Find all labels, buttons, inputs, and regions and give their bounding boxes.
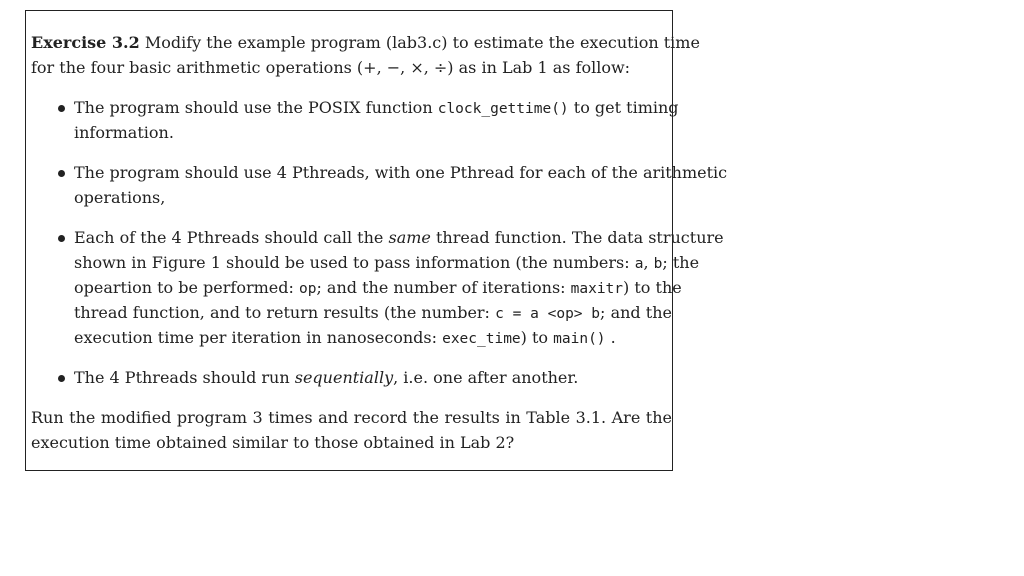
separator: , xyxy=(643,253,649,272)
bullet-3-text: execution time per iteration in nanoseconds: xyxy=(74,328,437,347)
code-expression: c = a <op> b xyxy=(495,306,601,322)
bullet-3-line-2 xyxy=(74,253,700,274)
bullet-3-text: ; and the number of iterations: xyxy=(316,278,566,297)
bullet-dot xyxy=(58,105,65,112)
code-op: op xyxy=(298,281,317,297)
code-main: main() xyxy=(553,331,606,347)
emphasis-sequentially: sequentially xyxy=(294,368,394,387)
bullet-dot xyxy=(58,235,65,242)
bullet-3-text: Each of the 4 Pthreads should call the xyxy=(74,228,384,247)
code-maxitr: maxitr xyxy=(570,281,624,297)
bullet-dot xyxy=(58,170,65,177)
code-exec-time: exec_time xyxy=(442,331,521,347)
emphasis-same: same xyxy=(388,228,431,247)
bullet-4-text-end: , i.e. one after another. xyxy=(393,368,579,387)
bullet-3-line-5 xyxy=(74,328,616,349)
bullet-3-text: opeartion to be performed: xyxy=(74,278,294,297)
exercise-label: Exercise 3.2 xyxy=(31,33,140,52)
exercise-intro-text-1: Modify the example program (lab3.c) to estimate the execution time xyxy=(144,33,700,52)
bullet-3-text: shown in Figure 1 should be used to pass information (the numbers: xyxy=(74,253,630,272)
closing-line-1: Run the modified program 3 times and record the results in Table 3.1. Are the xyxy=(31,408,672,427)
code-a: a xyxy=(634,256,644,272)
bullet-3-line-1 xyxy=(74,228,724,248)
bullet-3-text: thread function, and to return results (the number: xyxy=(74,303,490,322)
bullet-3-text: ) to the xyxy=(623,278,682,297)
bullet-3-text: ; the xyxy=(662,253,700,272)
bullet-3-text: ) to xyxy=(520,328,549,347)
bullet-4-text: The 4 Pthreads should run xyxy=(74,368,290,387)
exercise-intro-line-2: for the four basic arithmetic operations (+, −, ×, ÷) as in Lab 1 as follow: xyxy=(31,58,631,77)
bullet-1-line-2: information. xyxy=(74,123,174,142)
period: . xyxy=(610,328,616,347)
bullet-1-line-1 xyxy=(74,98,679,119)
bullet-1-text-end: to get timing xyxy=(573,98,679,117)
code-clock-gettime: clock_gettime() xyxy=(437,101,569,117)
bullet-3-line-3 xyxy=(74,278,682,299)
closing-line-2: execution time obtained similar to those obtained in Lab 2? xyxy=(31,433,515,452)
exercise-box xyxy=(25,10,728,471)
bullet-1-text: The program should use the POSIX function xyxy=(74,98,433,117)
bullet-3-line-4 xyxy=(74,303,672,324)
exercise-intro-line-1 xyxy=(31,33,700,53)
bullet-2-line-2: operations, xyxy=(74,188,166,207)
bullet-3-text: ; and the xyxy=(600,303,672,322)
bullet-dot xyxy=(58,375,65,382)
bullet-2-line-1: The program should use 4 Pthreads, with one Pthread for each of the arithmetic xyxy=(74,163,728,182)
bullet-3-text-end: thread function. The data structure xyxy=(435,228,724,247)
code-b: b xyxy=(653,256,663,272)
bullet-4-line-1 xyxy=(74,368,578,388)
